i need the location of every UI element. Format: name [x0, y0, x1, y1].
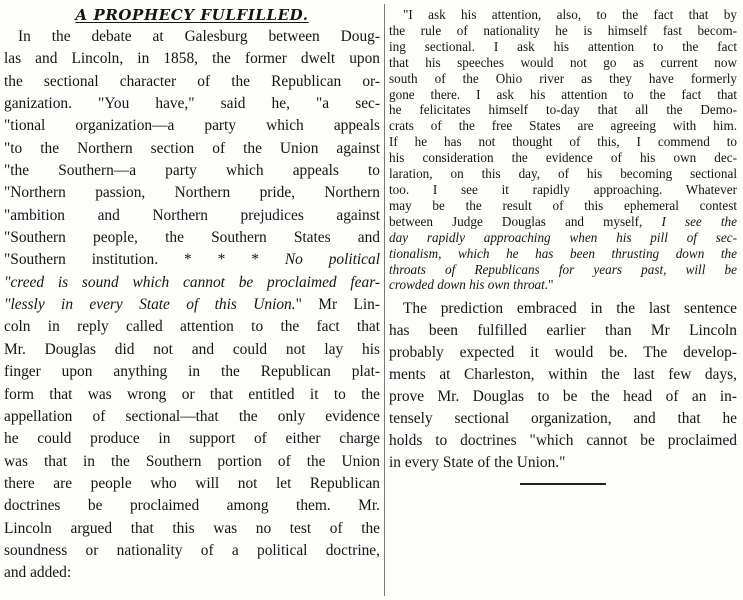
- text-line: prove Mr. Douglas to be the head of an in-: [389, 388, 737, 406]
- lincoln-quote: [389, 7, 737, 293]
- quote-line: the rule of nationality he is himself fast becom-: [389, 22, 737, 38]
- end-of-article-rule: [520, 483, 606, 485]
- text-line: ments at Charleston, within the last few days,: [389, 366, 737, 384]
- text-line: Mr. Douglas did not and could not lay his: [4, 340, 380, 358]
- column-divider: [384, 4, 385, 596]
- text-line: "Southern people, the Southern States and: [4, 229, 380, 247]
- text-line: In the debate at Galesburg between Doug-: [18, 28, 380, 45]
- text-line: doctrines be proclaimed among them. Mr.: [4, 497, 380, 515]
- quote-line: he felicitates himself to-day that all the Demo-: [389, 102, 737, 118]
- quote-line: ing sectional. I ask his attention to the fact: [389, 38, 737, 54]
- right-column: [389, 7, 737, 485]
- text-line: "the Southern—a party which appeals to: [4, 162, 380, 180]
- quote-line: throats of Republicans for years past, will be: [389, 261, 737, 277]
- text-line: and added:: [4, 564, 72, 582]
- left-column: [4, 6, 380, 585]
- text-line: holds to doctrines "which cannot be proclaimed: [389, 432, 737, 450]
- quote-line: "I ask his attention, also, to the fact that by: [403, 7, 737, 22]
- text-line: "tional organization—a party which appeals: [4, 117, 380, 135]
- headline: A PROPHECY FULFILLED.: [75, 6, 309, 24]
- quote-line: his consideration the evidence of his own dec-: [389, 150, 737, 166]
- text-line: probably expected it would be. The develop-: [389, 344, 737, 362]
- text-line: coln in reply called attention to the fact that: [4, 318, 380, 336]
- quote-line: tionalism, which he has been thrusting down the: [389, 245, 737, 261]
- quote-line: If he has not thought of this, I commend to: [389, 134, 737, 150]
- text-line: was that in the Southern portion of the Union: [4, 452, 380, 470]
- quote-line: crowded down his own throat.": [389, 277, 554, 293]
- text-line: he could produce in support of either charge: [4, 430, 380, 448]
- text-line: "Northern passion, Northern pride, Northern: [4, 184, 380, 202]
- text-line: "creed is sound which cannot be proclaimed fear-: [4, 273, 380, 291]
- text-line: The prediction embraced in the last sentence: [403, 300, 737, 318]
- text-line: has been fulfilled earlier than Mr Lincoln: [389, 322, 737, 340]
- right-column-text: [389, 298, 737, 474]
- quote-line: that his speeches would not go as current now: [389, 54, 737, 70]
- quote-line: day rapidly approaching when his pill of sec-: [389, 229, 737, 245]
- text-line: ganization. "You have," said he, "a sec-: [4, 95, 380, 113]
- text-line: finger upon anything in the Republican plat-: [4, 363, 380, 381]
- text-line: "Southern institution. * * * No political: [4, 251, 380, 269]
- text-line: form that was wrong or that entitled it to the: [4, 385, 380, 403]
- text-line: Lincoln argued that this was no test of the: [4, 519, 380, 537]
- quote-line: gone there. I ask his attention to the fact that: [389, 86, 737, 102]
- quote-line: south of the Ohio river as they have formerly: [389, 70, 737, 86]
- text-line: there are people who will not let Republican: [4, 474, 380, 492]
- text-line: the sectional character of the Republican or-: [4, 72, 380, 90]
- text-line: "lessly in every State of this Union." Mr Lin-: [4, 296, 380, 314]
- quote-line: crats of the free States are agreeing with him.: [389, 118, 737, 134]
- quote-line: may be the result of this ephemeral contest: [389, 197, 737, 213]
- quote-line: laration, on this day, of his becoming sectional: [389, 166, 737, 182]
- text-line: soundness or nationality of a political doctrine,: [4, 541, 380, 559]
- text-line: "to the Northern section of the Union against: [4, 139, 380, 157]
- quote-line: between Judge Douglas and myself, I see the: [389, 213, 737, 229]
- text-line: las and Lincoln, in 1858, the former dwelt upon: [4, 50, 380, 68]
- quote-line: too. I see it rapidly approaching. Whatever: [389, 181, 737, 197]
- text-line: appellation of sectional—that the only evidence: [4, 407, 380, 425]
- text-line: tensely sectional organization, and that he: [389, 410, 737, 428]
- text-line: in every State of the Union.": [389, 454, 566, 472]
- text-line: "ambition and Northern prejudices against: [4, 206, 380, 224]
- left-column-text: [4, 26, 380, 585]
